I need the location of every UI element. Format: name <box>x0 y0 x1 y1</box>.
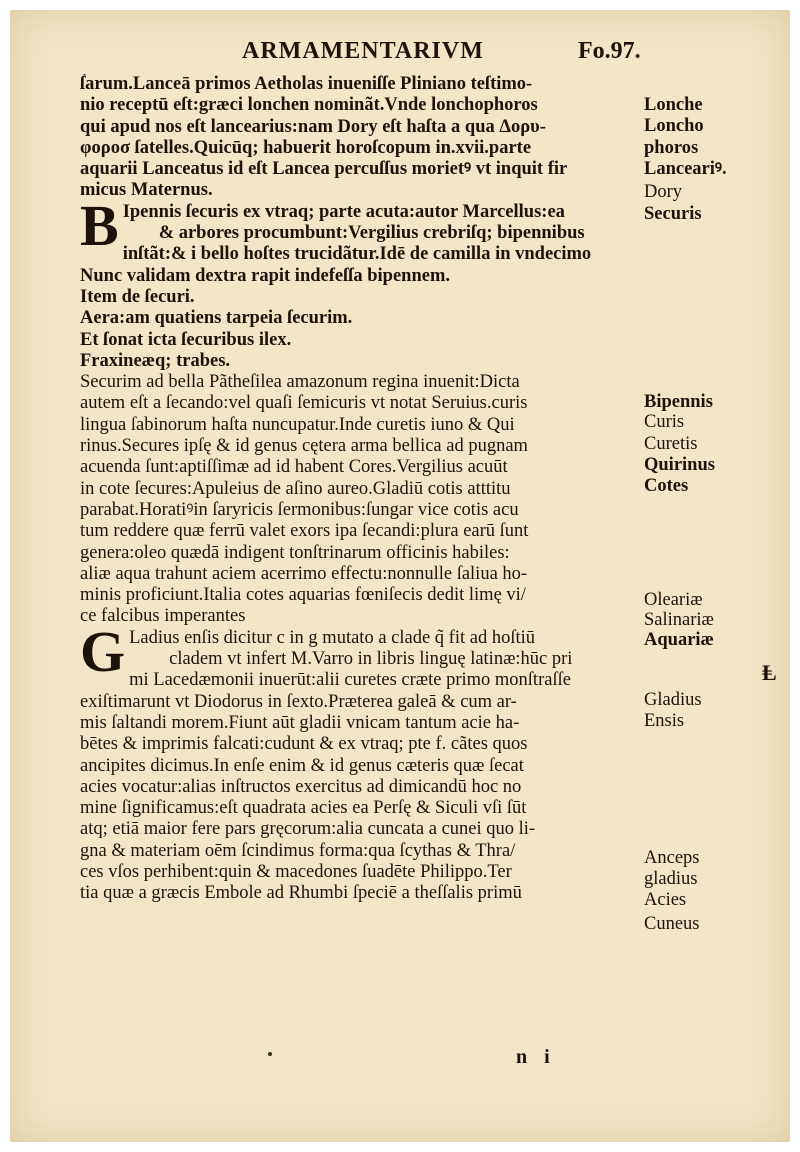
text-line: acies vocatur:alias inſtructos exercitus ad dimicandū hoc no <box>80 776 522 797</box>
text-line <box>129 649 640 670</box>
text-line: Aera:am quatiens tarpeia ſecurim. <box>80 308 353 329</box>
text-line-content: cladem vt infert M.Varro in libris linguę latinæ:hūc pri <box>169 649 573 670</box>
text-line: ces vſos perhibent:quin & macedones ſuadēte Philippo.Ter <box>80 861 512 882</box>
text-line: ẛarum.Lanceā primos Aetholas inueniſſe Pliniano teſtimo- <box>80 74 533 94</box>
text-line: in cote ſecures:Apuleius de aſino aureo.Gladiū cotis atttitu <box>80 478 511 499</box>
text-line: rinus.Secures ipſę & id genus cętera arma bellica ad pugnam <box>80 436 528 457</box>
margin-note: Lanceariꝰ. <box>644 159 727 179</box>
text-line: exiſtimarunt vt Diodorus in ſexto.Prætereа galeā & cum ar- <box>80 691 517 712</box>
text-line: aquarii Lanceatus id eſt Lancea percuſſus morietꝰ vt inquit fir <box>80 159 568 180</box>
margin-note: Aquariæ <box>644 630 714 650</box>
margin-note: Lonche <box>644 95 703 115</box>
text-line: nio receptū eſt:græci lonchen nominãt.Vnde lonchophoros <box>80 95 538 116</box>
text-line: Et ſonat icta ſecuribus ilex. <box>80 329 292 350</box>
main-text-block <box>80 74 640 905</box>
margin-note: Quirinus <box>644 455 715 475</box>
text-line: atq; etiā maior fere pars gręcorum:alia cuncata a cunei quo li- <box>80 819 536 840</box>
text-line: gna & materiam oēm ſcindimus forma:qua ſcythas & Thra/ <box>80 840 516 861</box>
margin-note: Anceps <box>644 848 700 868</box>
margin-note: gladius <box>644 869 698 889</box>
text-line: mi Lacedæmonii inuerūt:alii curetes cræte primo monſtraſſe <box>129 670 571 691</box>
text-line: bētes & imprimis falcati:cudunt & ex vtraq; pte f. cãtes quos <box>80 734 528 755</box>
margin-note: phoros <box>644 138 699 158</box>
margin-note: Gladius <box>644 690 702 710</box>
margin-note: Oleariæ <box>644 590 703 610</box>
text-line: Securim ad bella Pãtheſilea amazonum regina inuenit:Dicta <box>80 372 520 393</box>
text-line-content: Ladius enſis dicitur c in g mutato a clade q̃ fit ad hoſtiū <box>129 627 535 648</box>
text-line: genera:oleo quædā indigent tonſtrinarum officinis habiles: <box>80 542 510 563</box>
signature-mark: n i <box>516 1046 556 1068</box>
margin-note: Salinariæ <box>644 610 714 630</box>
text-line: ancipites dicimus.In enſe enim & id genus cæteris quæ ſecat <box>80 755 524 776</box>
text-line: ce falcibus imperantes <box>80 606 246 627</box>
text-line: mine ſignificamus:eſt quadrata acies ea Perſę & Siculi vſi ſūt <box>80 798 527 819</box>
text-line: Item de ſecuri. <box>80 286 195 307</box>
text-line-content: Ipennis ſecuris ex vtraq; parte acuta:autor Marcellus:ea <box>122 201 565 222</box>
margin-note: Ensis <box>644 711 685 731</box>
margin-note: Securis <box>644 204 702 224</box>
text-line: φοροσ ſatelles.Quicūq; habuerit horoſcopum in.xvii.parte <box>80 137 532 158</box>
margin-note: Loncho <box>644 116 704 136</box>
text-line: tum reddere quæ ferrū valet exors ipa ſecandi:plura earū ſunt <box>80 521 529 542</box>
text-line: acuenda ſunt:aptiſſimæ ad id habent Cores.Vergilius acuūt <box>80 457 508 478</box>
text-line: qui apud nos eſt lancearius:nam Dory eſt haſta a qua Δορυ- <box>80 116 546 137</box>
text-line-content: & arbores procumbunt:Vergilius crebriſq; bipennibus <box>158 223 585 244</box>
margin-note: Curetis <box>644 434 698 454</box>
text-line: mis ſaltandi morem.Fiunt aūt gladii vnicam tantum acie ha- <box>80 712 520 733</box>
dropcap-g: G <box>80 618 126 684</box>
running-head: ARMAMENTARIVM <box>242 38 484 64</box>
margin-note: Dory <box>644 182 683 202</box>
side-mark: Ⱡ <box>762 660 777 685</box>
margin-note: Cuneus <box>644 914 700 934</box>
text-line: tia quæ a græcis Embole ad Rhumbi ſpeciē a theſſalis primū <box>80 883 522 904</box>
text-line <box>123 223 640 244</box>
margin-note: Bipennis <box>644 392 713 412</box>
text-line: parabat.Horatiꝰin ſaryricis ſermonibus:ſungar vice cotis acu <box>80 499 519 520</box>
text-line: autem eſt a ſecando:vel quaſi ſemicuris vt notat Seruius.curis <box>80 393 528 414</box>
text-line: micus Maternus. <box>80 180 213 201</box>
text-line: lingua ſabinorum haſta nuncupatur.Inde curetis iuno & Qui <box>80 414 515 435</box>
text-line: Nunc validam dextra rapit indefeſſa bipennem. <box>80 265 451 286</box>
folio-number: Fo.97. <box>578 38 641 64</box>
margin-note: Curis <box>644 412 685 432</box>
text-line: aliæ aqua trahunt aciem acerrimo effectu:nonnulle ſaliua ho- <box>80 563 528 584</box>
book-page <box>10 10 790 1142</box>
text-line: inſtãt:& i bello hoſtes trucidãtur.Idē de camilla in vndecimo <box>122 244 592 265</box>
margin-note: Cotes <box>644 476 689 496</box>
page-header <box>10 38 790 72</box>
text-line: Fraxineæq; trabes. <box>80 350 231 371</box>
text-line: minis proficiunt.Italia cotes aquarias fœniſecis dedit limę vi/ <box>80 585 526 606</box>
dropcap-b: B <box>80 192 119 258</box>
margin-note: Acies <box>644 890 687 910</box>
footer-dot <box>268 1052 272 1056</box>
